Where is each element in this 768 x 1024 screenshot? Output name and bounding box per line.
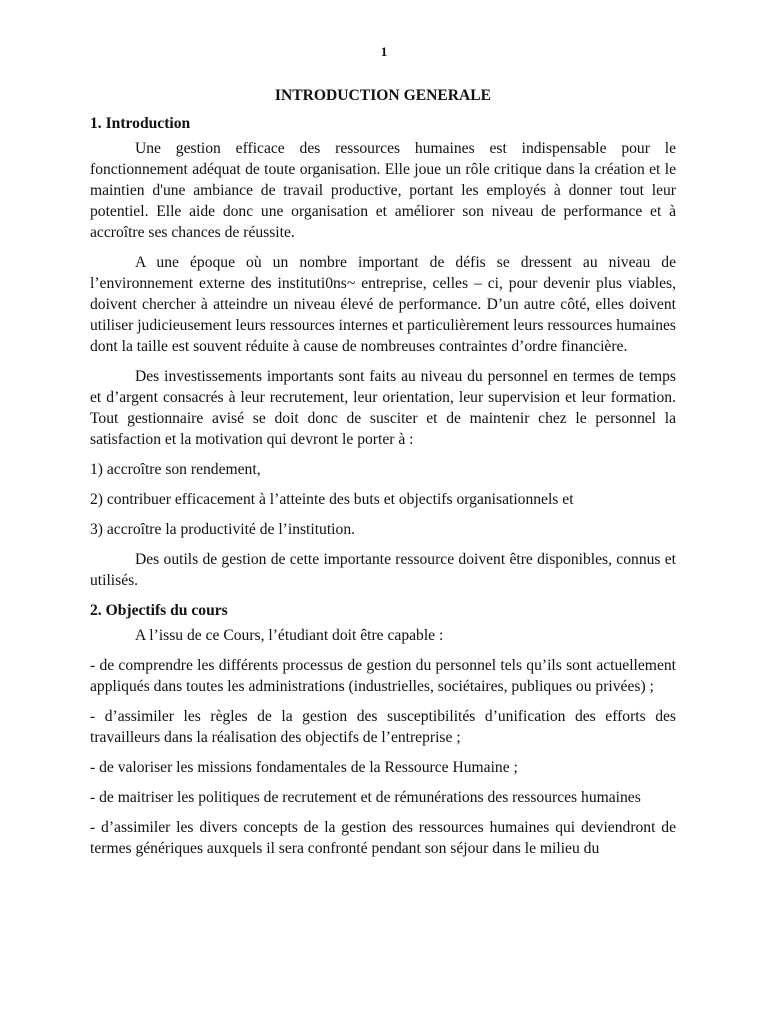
objective-3: - de valoriser les missions fondamentales de la Ressource Humaine ;: [90, 759, 518, 776]
paragraph-3: Des investissements importants sont faits au niveau du personnel en termes de temps et d’argent consacrés à leur recrutement, leur orientation, leur supervision et leur formation. Tout gestionnaire avisé se doit donc de susciter et de maintenir chez le personnel la satisfaction et la motivation qui devront le porter à :: [90, 368, 676, 448]
paragraph-closing: Des outils de gestion de cette importante ressource doivent être disponibles, connus et utilisés.: [90, 551, 676, 589]
paragraph-1: Une gestion efficace des ressources humaines est indispensable pour le fonctionnement adéquat de toute organisation. Elle joue un rôle critique dans la création et le maintien d'une ambiance de travail productive, portant les employés à donner tout leur potentiel. Elle aide donc une organisation et améliorer son niveau de performance et à accroître ses chances de réussite.: [90, 140, 676, 241]
objective-2: - d’assimiler les règles de la gestion des susceptibilités d’unification des efforts des travailleurs dans la réalisation des objectifs de l’entreprise ;: [90, 708, 676, 746]
section-heading-introduction: 1. Introduction: [90, 115, 191, 132]
objective-1: - de comprendre les différents processus de gestion du personnel tels qu’ils sont actuellement appliqués dans toutes les administrations (industrielles, sociétaires, publiques ou privées) ;: [90, 657, 676, 695]
section-introduction: [90, 113, 676, 591]
objective-4: - de maitriser les politiques de recrutement et de rémunérations des ressources humaines: [90, 789, 641, 806]
list-item-2: 2) contribuer efficacement à l’atteinte des buts et objectifs organisationnels et: [90, 491, 574, 508]
section-heading-objectifs: 2. Objectifs du cours: [90, 602, 228, 619]
list-item-3: 3) accroître la productivité de l’institution.: [90, 521, 356, 538]
list-item-1: 1) accroître son rendement,: [90, 461, 261, 478]
objectives-intro: A l’issu de ce Cours, l’étudiant doit être capable :: [135, 627, 444, 644]
paragraph-2: A une époque où un nombre important de défis se dressent au niveau de l’environnement externe des instituti0ns~ entreprise, celles – ci, pour devenir plus viables, doivent chercher à atteindre un niveau élevé de performance. D’un autre côté, elles doivent utiliser judicieusement leurs ressources internes et particulièrement leurs ressources humaines dont la taille est souvent réduite à cause de nombreuses contraintes d’ordre financière.: [90, 254, 676, 355]
objective-5: - d’assimiler les divers concepts de la gestion des ressources humaines qui deviendront de termes génériques auxquels il sera confronté pendant son séjour dans le milieu du: [90, 819, 676, 857]
section-objectifs: [90, 600, 676, 859]
page-content: [90, 85, 676, 868]
page-number: 1: [380, 44, 388, 59]
document-title: INTRODUCTION GENERALE: [274, 87, 492, 104]
